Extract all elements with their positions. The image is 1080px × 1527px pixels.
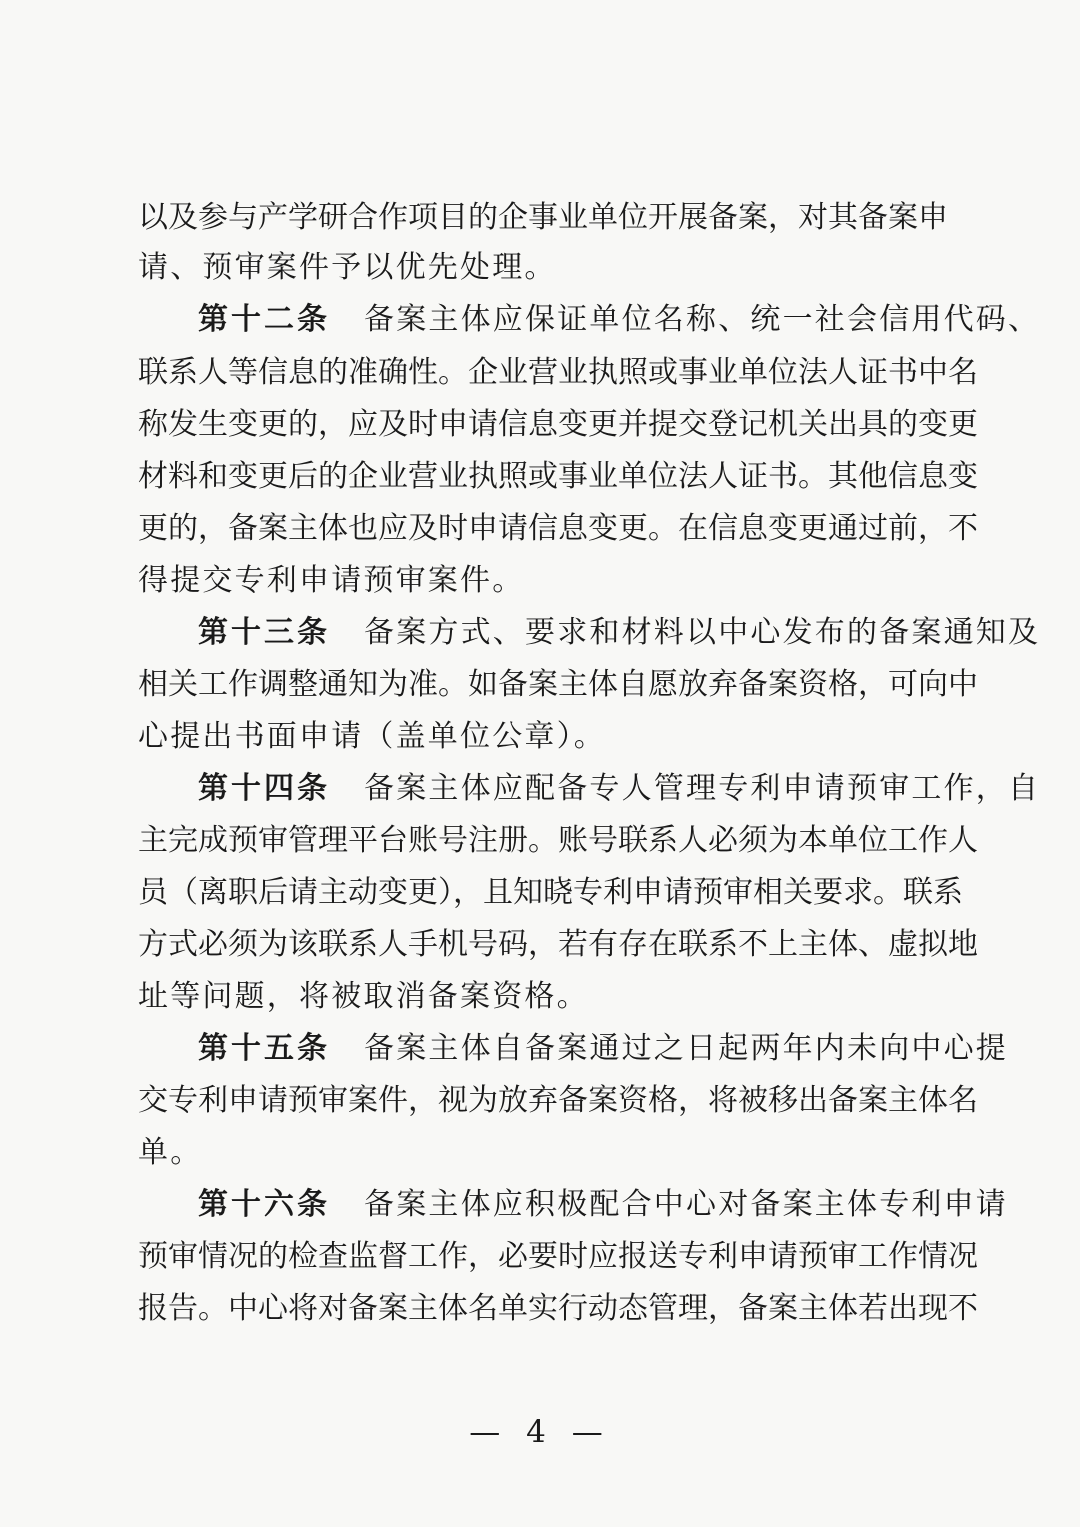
article-16-line: 第十六条 备案主体应积极配合中心对备案主体专利申请 <box>198 1187 1008 1222</box>
text-line: 预审情况的检查监督工作，必要时应报送专利申请预审工作情况 <box>138 1239 978 1274</box>
article-14-heading: 第十四条 <box>198 771 330 806</box>
text-line: 相关工作调整通知为准。如备案主体自愿放弃备案资格，可向中 <box>138 667 978 702</box>
text-line: 联系人等信息的准确性。企业营业执照或事业单位法人证书中名 <box>138 355 978 390</box>
text-line: 方式必须为该联系人手机号码，若有存在联系不上主体、虚拟地 <box>138 927 978 962</box>
text-line: 主完成预审管理平台账号注册。账号联系人必须为本单位工作人 <box>138 823 978 858</box>
text-line: 材料和变更后的企业营业执照或事业单位法人证书。其他信息变 <box>138 459 978 494</box>
text-line: 以及参与产学研合作项目的企事业单位开展备案，对其备案申 <box>138 200 948 235</box>
text-line: 员（离职后请主动变更），且知晓专利申请预审相关要求。联系 <box>138 875 963 910</box>
article-16-heading: 第十六条 <box>198 1187 330 1222</box>
page-number: — 4 — <box>469 1414 611 1450</box>
article-13-heading: 第十三条 <box>198 615 330 650</box>
text-line: 更的，备案主体也应及时申请信息变更。在信息变更通过前，不 <box>138 511 978 546</box>
text-line: 得提交专利申请预审案件。 <box>138 563 525 598</box>
text-line: 交专利申请预审案件，视为放弃备案资格，将被移出备案主体名 <box>138 1083 978 1118</box>
article-12-line: 第十二条 备案主体应保证单位名称、统一社会信用代码、 <box>198 302 1041 337</box>
text-line: 心提出书面申请（盖单位公章）。 <box>138 719 606 754</box>
text-line: 报告。中心将对备案主体名单实行动态管理，备案主体若出现不 <box>138 1291 978 1326</box>
article-12-heading: 第十二条 <box>198 302 330 337</box>
text-line: 址等问题，将被取消备案资格。 <box>138 979 589 1014</box>
article-14-line: 第十四条 备案主体应配备专人管理专利申请预审工作，自 <box>198 771 1041 806</box>
article-15-heading: 第十五条 <box>198 1031 330 1066</box>
text-line: 单。 <box>138 1135 203 1170</box>
article-13-line: 第十三条 备案方式、要求和材料以中心发布的备案通知及 <box>198 615 1041 650</box>
article-15-line: 第十五条 备案主体自备案通过之日起两年内未向中心提 <box>198 1031 1008 1066</box>
text-line: 请、预审案件予以优先处理。 <box>138 250 557 285</box>
text-line: 称发生变更的，应及时申请信息变更并提交登记机关出具的变更 <box>138 407 978 442</box>
